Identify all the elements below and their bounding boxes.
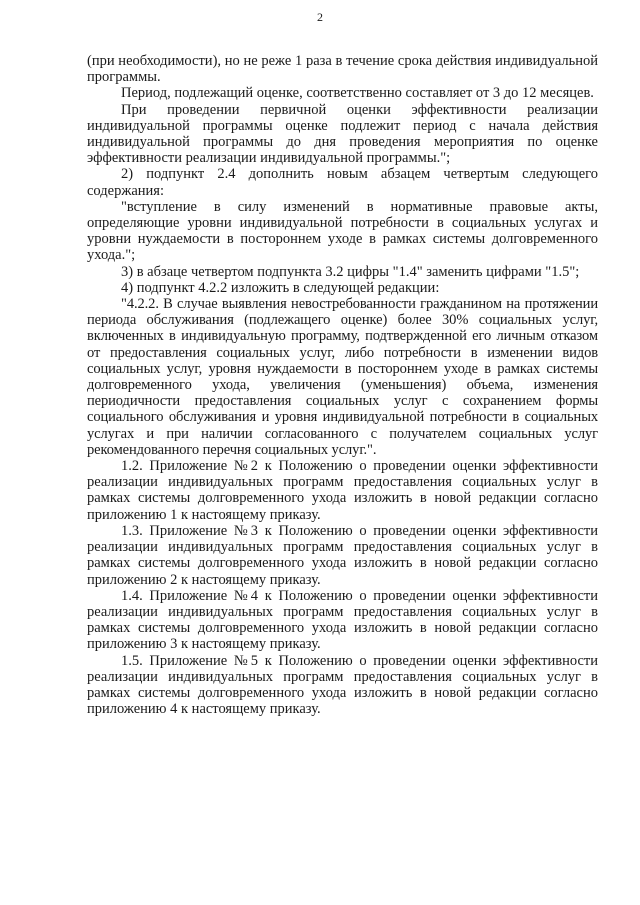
- paragraph-item-1-2: 1.2. Приложение №2 к Положению о проведении оценки эффективности реализации индивидуальных программ предоставления социальных услуг в рамках системы долговременного ухода изложить в новой редакции согласно приложению 1 к настоящему приказу.: [87, 458, 598, 523]
- paragraph-item-1-3: 1.3. Приложение №3 к Положению о проведении оценки эффективности реализации индивидуальных программ предоставления социальных услуг в рамках системы долговременного ухода изложить в новой редакции согласно приложению 2 к настоящему приказу.: [87, 522, 598, 588]
- paragraph-amendment-4: 4) подпункт 4.2.2 изложить в следующей редакции:: [121, 279, 440, 296]
- paragraph-quote-2-4: "вступление в силу изменений в нормативные правовые акты, определяющие уровни индивидуальной потребности в социальных услугах и уровни нуждаемости в постороннем уходе в рамках системы долговременного ухода.";: [87, 198, 598, 264]
- paragraph-period: Период, подлежащий оценке, соответственно составляет от 3 до 12 месяцев.: [121, 85, 594, 102]
- paragraph-continuation: (при необходимости), но не реже 1 раза в течение срока действия индивидуальной программы.: [87, 53, 598, 86]
- paragraph-quote-4-2-2: "4.2.2. В случае выявления невостребованности гражданином на протяжении периода обслуживания (подлежащего оценке) более 30% социальных услуг, включенных в индивидуальную программу, подтвержденной его личным отказом от предоставления социальных услуг, либо потребности в изменении видов социальных услуг, уровня нуждаемости в постороннем уходе в рамках системы долговременного ухода, увеличения (уменьшения) объема, изменения периодичности предоставления социальных услуг с сохранением формы социального обслуживания и уровня индивидуальной потребности в социальных услугах и при наличии согласованного с получателем социальных услуг рекомендованного перечня социальных услуг.".: [87, 296, 598, 458]
- paragraph-initial-assessment: При проведении первичной оценки эффективности реализации индивидуальной программы оценке подлежит период с начала действия индивидуальной программы до дня проведения мероприятия по оценке эффективности реализации индивидуальной программы.";: [87, 101, 598, 167]
- paragraph-item-1-4: 1.4. Приложение №4 к Положению о проведении оценки эффективности реализации индивидуальных программ предоставления социальных услуг в рамках системы долговременного ухода изложить в новой редакции согласно приложению 3 к настоящему приказу.: [87, 587, 598, 653]
- paragraph-item-1-5: 1.5. Приложение №5 к Положению о проведении оценки эффективности реализации индивидуальных программ предоставления социальных услуг в рамках системы долговременного ухода изложить в новой редакции согласно приложению 4 к настоящему приказу.: [87, 652, 598, 718]
- paragraph-amendment-3: 3) в абзаце четвертом подпункта 3.2 цифры "1.4" заменить цифрами "1.5";: [121, 263, 580, 280]
- paragraph-amendment-2: 2) подпункт 2.4 дополнить новым абзацем четвертым следующего содержания:: [87, 166, 598, 199]
- document-body: [87, 53, 598, 717]
- page-number: 2: [317, 10, 323, 24]
